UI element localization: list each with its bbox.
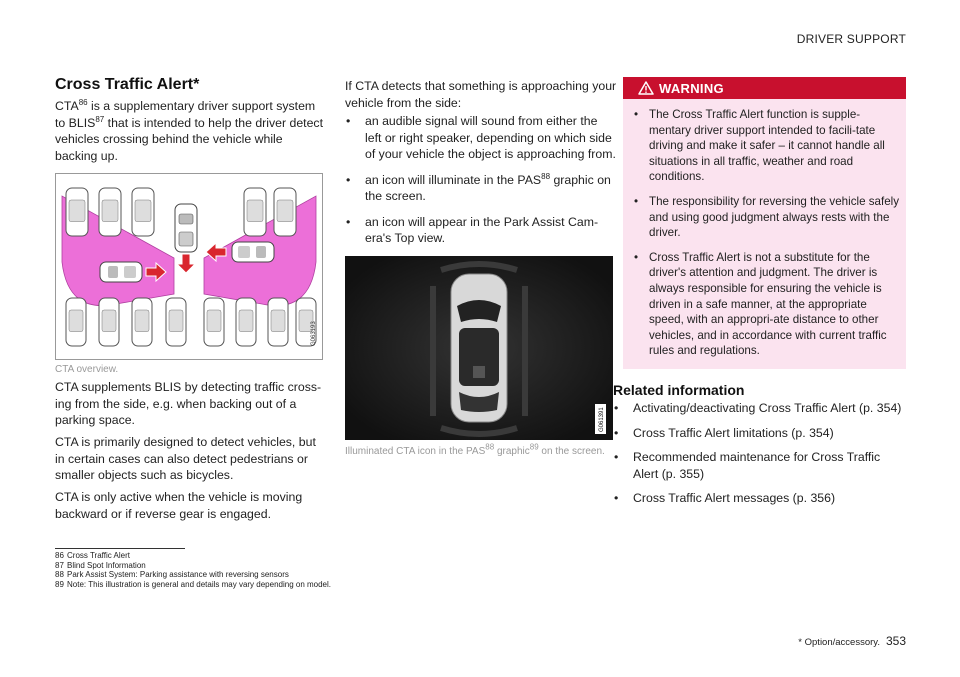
- parked-car: [99, 298, 119, 346]
- bullet-text: an icon will appear in the Park Assist Cam-era's Top view.: [365, 214, 599, 245]
- crossing-car-left: [100, 262, 142, 282]
- link-text[interactable]: Cross Traffic Alert messages (p. 356): [633, 491, 836, 505]
- bullet: •: [634, 194, 639, 208]
- footnote-text: Cross Traffic Alert: [67, 551, 130, 560]
- figure-code: G061391: [599, 407, 605, 432]
- list-item: [633, 107, 901, 185]
- intro-text-2: is a supplementary driver support system to BLIS: [55, 99, 316, 130]
- section-header: DRIVER SUPPORT: [796, 32, 906, 46]
- warning-text: The responsibility for reversing the vehicle safely and using good judgment always rests with the driver.: [649, 194, 900, 240]
- bullet: •: [634, 250, 639, 264]
- warning-text: Cross Traffic Alert is not a substitute for the driver's attention and judgment. The driver is always responsible for ensuring the vehicle is driven in a safe manner, at the appropriate speed, with an appropri-ate distance to other vehicles, and in accordance with current traffic rules and regulations.: [649, 250, 887, 358]
- figure-code: G063193: [311, 321, 317, 346]
- footnote: [55, 561, 331, 571]
- bullet-text: an audible signal will sound from either the left or right speaker, depending on which side of your vehicle the object is approaching from.: [365, 114, 616, 161]
- warning-triangle-icon: [638, 81, 654, 95]
- related-heading: Related information: [613, 382, 745, 398]
- intro-text-1: CTA: [55, 99, 79, 113]
- footnote-ref-88: 88: [485, 442, 495, 452]
- caption-text: Illuminated CTA icon in the PAS: [345, 446, 486, 457]
- ego-vehicle: [175, 204, 197, 252]
- parked-car: [268, 298, 288, 346]
- footnote: [55, 551, 331, 561]
- bullet: •: [346, 172, 351, 187]
- cta-overview-illustration: [55, 173, 323, 360]
- related-link[interactable]: [613, 425, 903, 442]
- parked-car: [204, 298, 224, 346]
- related-links: [613, 400, 903, 515]
- footnote-text: Blind Spot Information: [67, 560, 146, 570]
- cta-active-paragraph: CTA is only active when the vehicle is moving backward or if reverse gear is engaged.: [55, 490, 303, 521]
- parked-car: [66, 298, 86, 346]
- warning-text: The Cross Traffic Alert function is supple-mentary driver support intended to facili-tate driving and make it safer – it cannot handle all situations in all traffic, weather and road conditions.: [649, 108, 885, 184]
- footnote-ref-89: 89: [529, 442, 539, 452]
- bullet: •: [346, 214, 351, 229]
- figure2-caption: [345, 442, 605, 458]
- parked-car: [132, 188, 154, 236]
- parking-lot-diagram: [56, 174, 322, 359]
- intro-paragraph: [55, 98, 325, 164]
- link-text[interactable]: Cross Traffic Alert limitations (p. 354): [633, 425, 834, 440]
- footnote-text: Park Assist System: Parking assistance with reversing sensors: [67, 570, 289, 579]
- bullet: •: [614, 425, 619, 440]
- crossing-car-right: [232, 242, 274, 262]
- bullet-text: an icon will illuminate in the PAS: [365, 172, 542, 187]
- parked-car: [132, 298, 152, 346]
- cta-supplements-paragraph: CTA supplements BLIS by detecting traffic cross-ing from the side, e.g. when backing out of a parking space.: [55, 380, 322, 427]
- list-item: [345, 172, 617, 205]
- bullet: •: [346, 114, 351, 128]
- link-text[interactable]: Recommended maintenance for Cross Traffic Alert (p. 355): [633, 450, 881, 481]
- footnote-number: 86: [55, 551, 64, 560]
- list-item: [633, 250, 901, 359]
- pas-top-view: [345, 256, 613, 440]
- list-item: [345, 214, 617, 247]
- footnote: [55, 570, 331, 580]
- list-item: [345, 113, 617, 163]
- caption-text: on the screen.: [538, 446, 605, 457]
- detection-bullets: [345, 113, 617, 256]
- footnote-number: 88: [55, 570, 64, 579]
- parked-car: [166, 298, 186, 346]
- footnote: [55, 580, 331, 590]
- car-top-view-icon: [451, 274, 507, 422]
- footnote-ref-86: 86: [78, 97, 88, 107]
- warning-list: [633, 107, 901, 368]
- pas-graphic-image: [345, 256, 613, 440]
- parked-car: [274, 188, 296, 236]
- warning-label: WARNING: [659, 81, 724, 96]
- bullet: •: [614, 401, 619, 415]
- footnote-ref-87: 87: [95, 114, 105, 124]
- related-link[interactable]: [613, 449, 903, 482]
- footnote-number: 89: [55, 579, 64, 589]
- footnote-number: 87: [55, 560, 64, 570]
- footnote-ref-88: 88: [541, 171, 551, 181]
- warning-header: [623, 77, 906, 99]
- related-link[interactable]: [613, 490, 903, 507]
- intro-text-3: that is intended to help the driver detect vehicles crossing behind the vehicle while backing up.: [55, 115, 324, 163]
- bullet-text: graphic on the screen.: [365, 172, 611, 203]
- footnote-text: Note: This illustration is general and details may vary depending on model.: [67, 579, 331, 589]
- related-link[interactable]: [613, 400, 903, 417]
- cta-detects-paragraph: CTA is primarily designed to detect vehicles, but in certain cases can also detect pedestrians or smaller objects such as bicycles.: [55, 435, 316, 482]
- option-note: * Option/accessory.: [798, 637, 880, 648]
- page-title: Cross Traffic Alert*: [55, 76, 200, 93]
- arrow-down-icon: [177, 254, 195, 273]
- figure1-caption: CTA overview.: [55, 364, 119, 375]
- list-item: [633, 194, 901, 241]
- parked-car: [244, 188, 266, 236]
- bullet: •: [614, 450, 619, 464]
- parked-car: [66, 188, 88, 236]
- page-footer: [798, 634, 906, 648]
- parked-car: [236, 298, 256, 346]
- detection-lead: If CTA detects that something is approaching your vehicle from the side:: [345, 79, 617, 110]
- bullet: •: [614, 491, 619, 505]
- bullet: •: [634, 108, 639, 121]
- parked-car: [99, 188, 121, 236]
- link-text[interactable]: Activating/deactivating Cross Traffic Alert (p. 354): [633, 401, 902, 415]
- caption-text: graphic: [494, 446, 530, 457]
- footnote-divider: [55, 548, 185, 549]
- footnotes: [55, 551, 331, 589]
- page-number: 353: [885, 634, 906, 648]
